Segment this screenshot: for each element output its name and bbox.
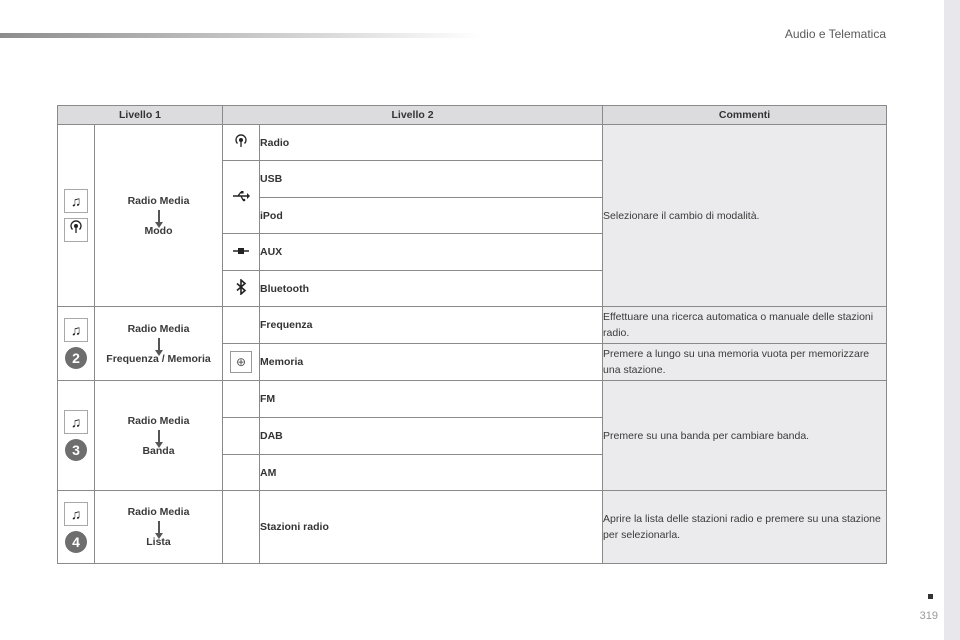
group4-level1 xyxy=(95,491,223,564)
group3-comment: Premere su una banda per cambiare banda. xyxy=(603,381,887,491)
level1-label: Radio Media xyxy=(127,506,190,518)
level2-label: Memoria xyxy=(260,344,603,381)
table-row xyxy=(58,491,887,564)
page-number: 319 xyxy=(919,610,938,622)
arrow-down-icon xyxy=(158,338,160,352)
level2-label: Radio xyxy=(260,125,603,161)
level2-label: FM xyxy=(260,381,603,418)
group2-icons xyxy=(58,307,95,381)
level2-label: DAB xyxy=(260,418,603,455)
empty-icon-cell xyxy=(223,455,260,491)
level1-sublabel: Frequenza / Memoria xyxy=(106,352,211,365)
header-gradient-bar xyxy=(0,33,480,38)
music-note-icon: ♫ xyxy=(64,502,88,526)
empty-icon-cell xyxy=(223,381,260,418)
level1-label: Radio Media xyxy=(127,414,190,427)
level1-sublabel: Modo xyxy=(144,224,173,237)
header-row xyxy=(58,106,887,125)
col-header-level1: Livello 1 xyxy=(58,106,223,125)
level1-sublabel: Lista xyxy=(146,536,171,548)
empty-icon-cell xyxy=(223,418,260,455)
group4-icons xyxy=(58,491,95,564)
level2-label: iPod xyxy=(260,198,603,234)
radio-signal-icon xyxy=(64,218,88,242)
section-title: Audio e Telematica xyxy=(784,27,886,41)
footer-marker xyxy=(928,594,933,599)
arrow-down-icon xyxy=(158,210,160,224)
memory-add-icon: ⊕ xyxy=(230,351,252,373)
aux-jack-icon xyxy=(232,247,250,259)
group1-level1 xyxy=(95,125,223,307)
bluetooth-icon xyxy=(235,286,247,298)
arrow-down-icon xyxy=(158,430,160,444)
music-note-icon: ♫ xyxy=(64,189,88,213)
level2-label: Stazioni radio xyxy=(260,491,603,564)
level1-label: Radio Media xyxy=(127,322,190,335)
bluetooth-icon-cell xyxy=(223,271,260,307)
memory-icon-cell xyxy=(223,344,260,381)
group1-comment: Selezionare il cambio di modalità. xyxy=(603,125,887,307)
level2-label: Frequenza xyxy=(260,307,603,344)
number-4-icon: 4 xyxy=(65,531,87,553)
level2-label: Bluetooth xyxy=(260,271,603,307)
page-edge-strip xyxy=(944,0,960,640)
level1-label: Radio Media xyxy=(127,194,190,207)
empty-icon-cell xyxy=(223,491,260,564)
table-row xyxy=(58,381,887,418)
menu-table xyxy=(57,105,887,564)
arrow-down-icon xyxy=(158,521,160,535)
group2-level1 xyxy=(95,307,223,381)
level2-label: AUX xyxy=(260,234,603,271)
row-comment: Effettuare una ricerca automatica o manuale delle stazioni radio. xyxy=(603,307,887,344)
number-2-icon: 2 xyxy=(65,347,87,369)
number-3-icon: 3 xyxy=(65,439,87,461)
table-row xyxy=(58,125,887,161)
level2-label: AM xyxy=(260,455,603,491)
row-comment: Premere a lungo su una memoria vuota per memorizzare una stazione. xyxy=(603,344,887,381)
aux-icon-cell xyxy=(223,234,260,271)
radio-icon-cell xyxy=(223,125,260,161)
level1-sublabel: Banda xyxy=(142,444,175,457)
col-header-comments: Commenti xyxy=(603,106,887,125)
empty-icon-cell xyxy=(223,307,260,344)
music-note-icon: ♫ xyxy=(64,318,88,342)
music-note-icon: ♫ xyxy=(64,410,88,434)
table-row xyxy=(58,307,887,344)
row-comment: Aprire la lista delle stazioni radio e premere su una stazione per selezionarla. xyxy=(603,491,887,564)
group3-icons xyxy=(58,381,95,491)
usb-icon-cell xyxy=(223,161,260,234)
col-header-level2: Livello 2 xyxy=(223,106,603,125)
group1-icons xyxy=(58,125,95,307)
level2-label: USB xyxy=(260,161,603,198)
group3-level1 xyxy=(95,381,223,491)
radio-signal-icon xyxy=(233,140,249,152)
usb-icon xyxy=(232,193,250,205)
